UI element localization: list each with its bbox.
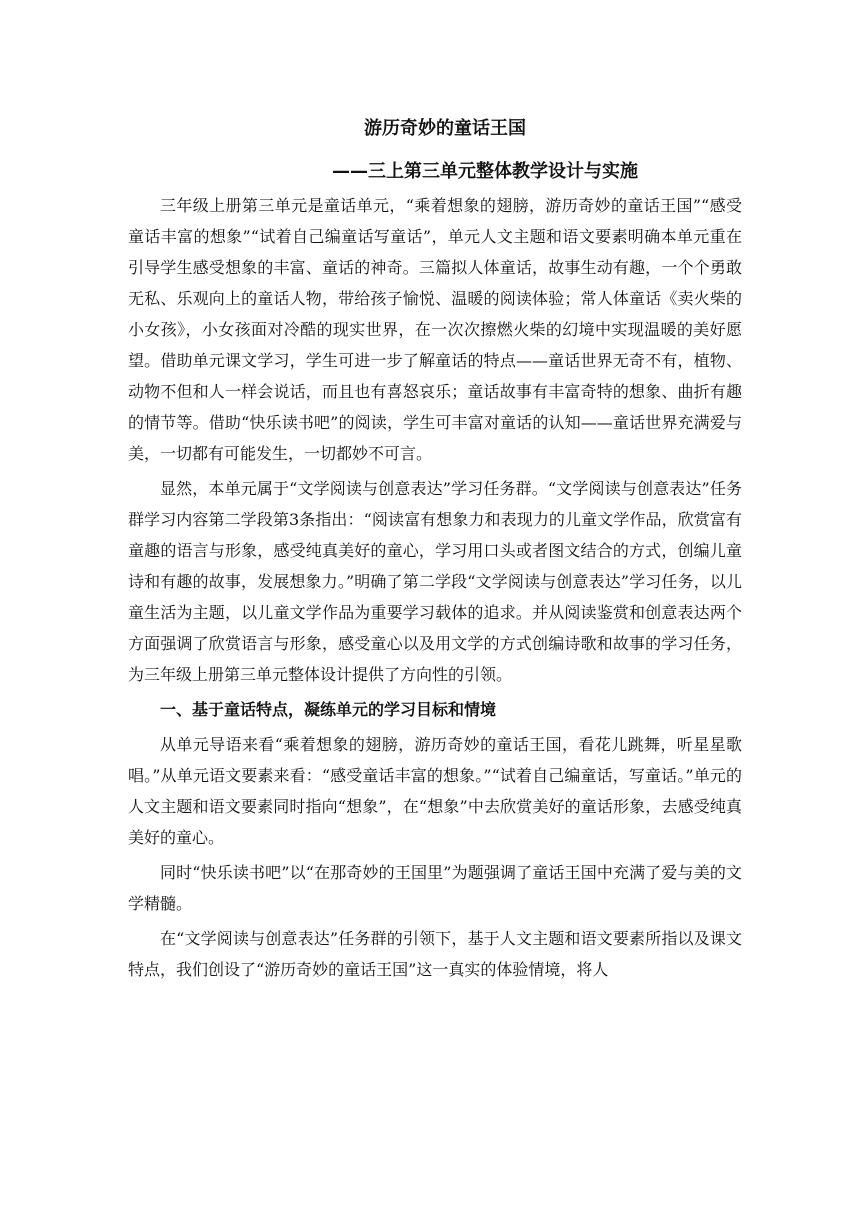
paragraph: 三年级上册第三单元是童话单元，“乘着想象的翅膀，游历奇妙的童话王国”“感受童话丰富的想象”“试着自己编童话写童话”，单元人文主题和语文要素明确本单元重在引导学生感受想象的丰富、童话的神奇。三篇拟人体童话，故事生动有趣，一个个勇敢无私、乐观向上的童话人物，带给孩子愉悦、温暖的阅读体验；常人体童话《卖火柴的小女孩》，小女孩面对冷酷的现实世界，在一次次擦燃火柴的幻境中实现温暖的美好愿望。借助单元课文学习，学生可进一步了解童话的特点——童话世界无奇不有，植物、动物不但和人一样会说话，而且也有喜怒哀乐；童话故事有丰富奇特的想象、曲折有趣的情节等。借助“快乐读书吧”的阅读，学生可丰富对童话的认知——童话世界充满爱与美，一切都有可能发生，一切都妙不可言。 (128, 196, 742, 463)
paragraph: 同时“快乐读书吧”以“在那奇妙的王国里”为题强调了童话王国中充满了爱与美的文学精髓。 (128, 863, 742, 913)
paragraph: 在“文学阅读与创意表达”任务群的引领下，基于人文主题和语文要素所指以及课文特点，我们创设了“游历奇妙的童话王国”这一真实的体验情境，将人 (128, 929, 742, 979)
document-title: 游历奇妙的童话王国 (364, 118, 526, 139)
section-heading: 一、基于童话特点，凝练单元的学习目标和情境 (160, 700, 497, 719)
document-page (128, 110, 742, 989)
paragraph: 显然，本单元属于“文学阅读与创意表达”学习任务群。“文学阅读与创意表达”任务群学习内容第二学段第3条指出：“阅读富有想象力和表现力的儿童文学作品，欣赏富有童趣的语言与形象，感受纯真美好的童心，学习用口头或者图文结合的方式，创编儿童诗和有趣的故事，发展想象力。”明确了第二学段“文学阅读与创意表达”学习任务，以儿童生活为主题，以儿童文学作品为重要学习载体的追求。并从阅读鉴赏和创意表达两个方面强调了欣赏语言与形象，感受童心以及用文学的方式创编诗歌和故事的学习任务，为三年级上册第三单元整体设计提供了方向性的引领。 (128, 479, 742, 684)
paragraph: 从单元导语来看“乘着想象的翅膀，游历奇妙的童话王国，看花儿跳舞，听星星歌唱。”从单元语文要素来看：“感受童话丰富的想象。”“试着自己编童话，写童话。”单元的人文主题和语文要素同时指向“想象”，在“想象”中去欣赏美好的童话形象，去感受纯真美好的童心。 (128, 735, 742, 847)
document-subtitle: ——三上第三单元整体教学设计与实施 (332, 161, 638, 182)
